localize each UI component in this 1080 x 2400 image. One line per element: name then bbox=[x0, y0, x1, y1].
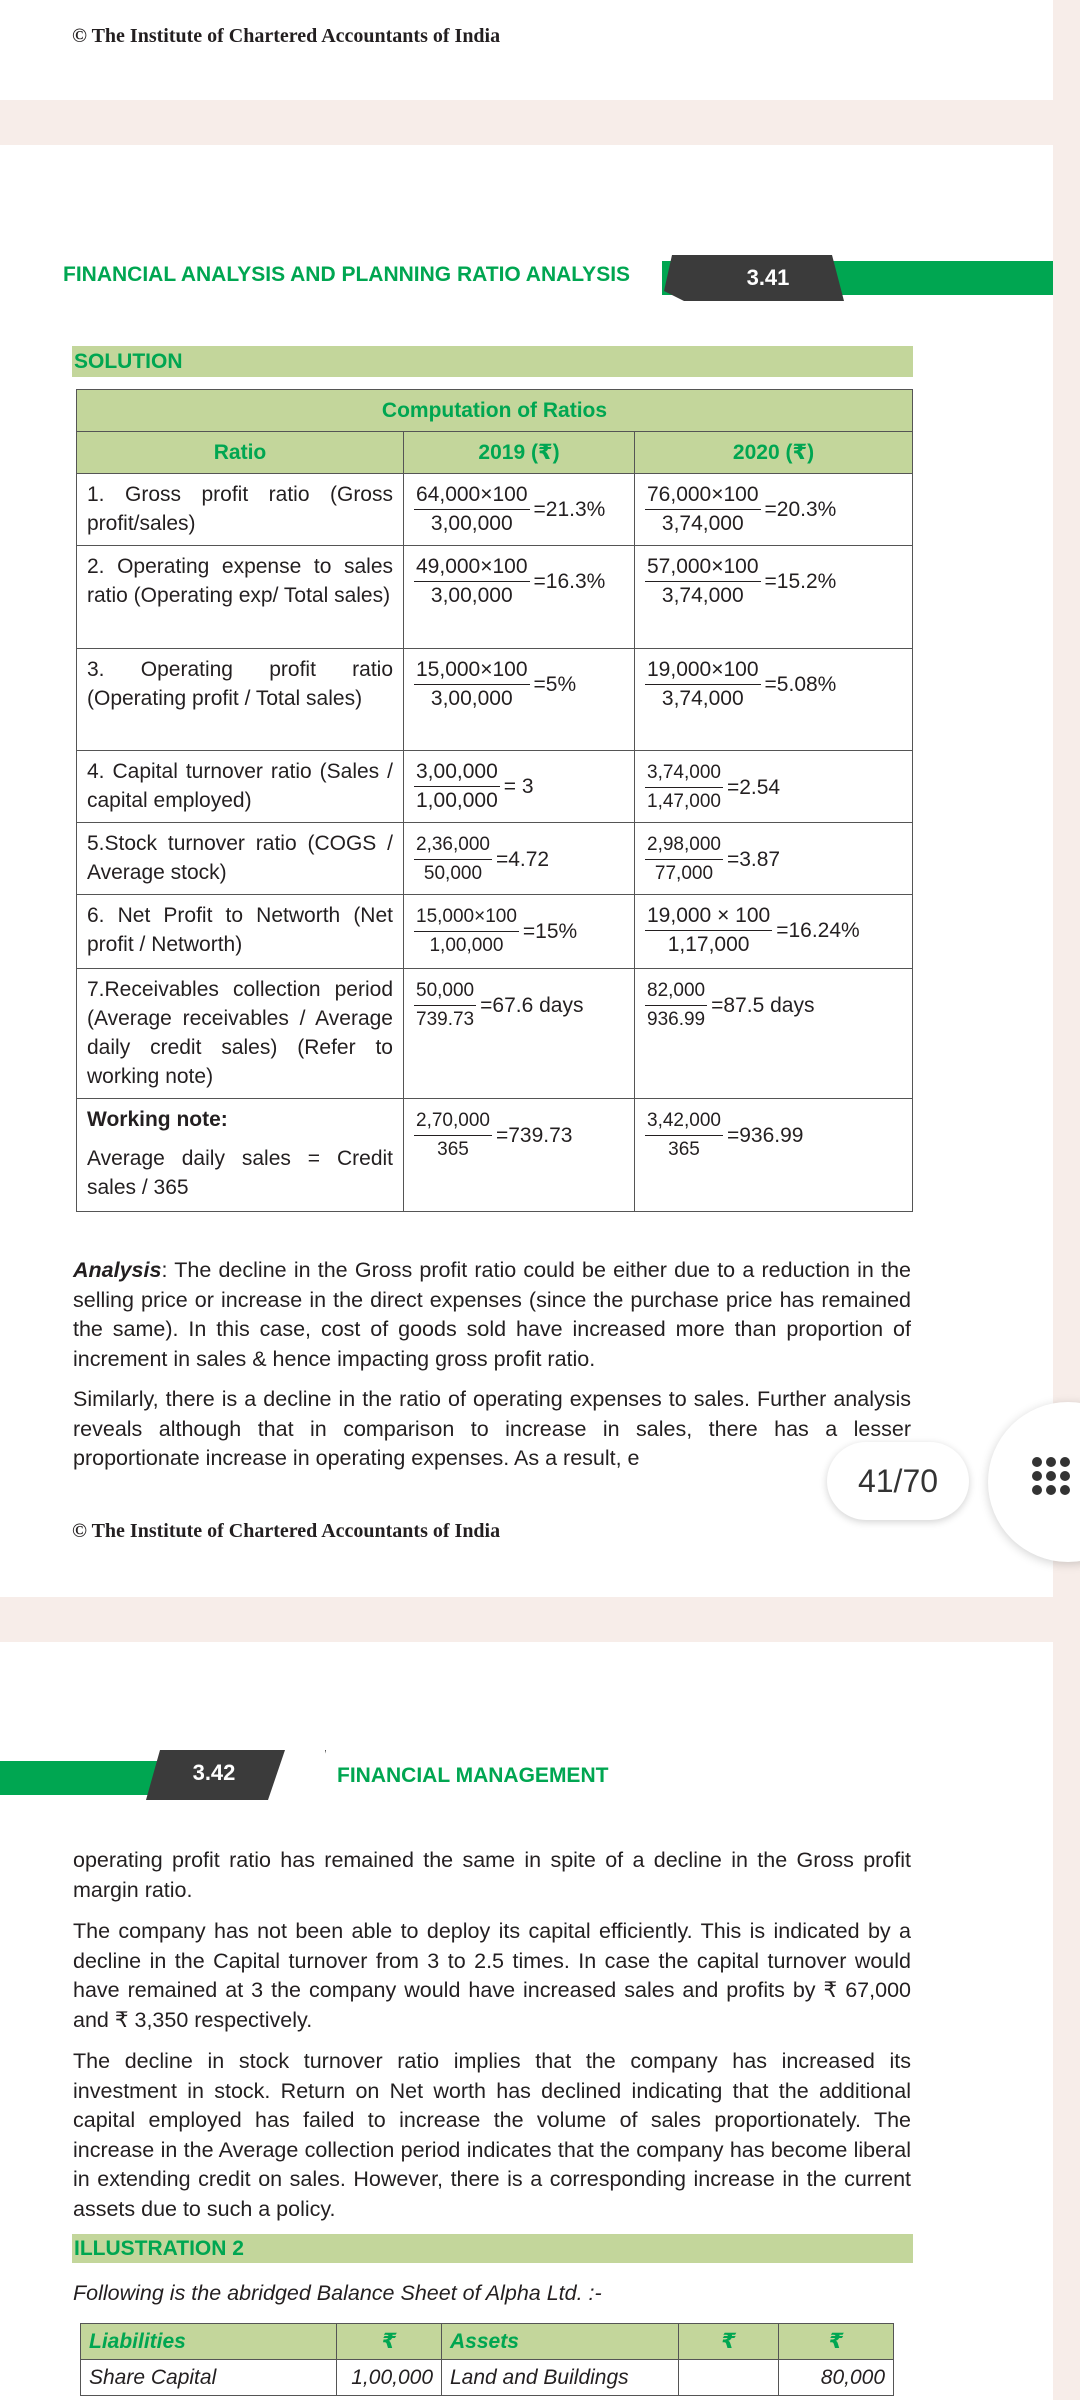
numerator: 3,00,000 bbox=[414, 758, 500, 787]
result: =3.87 bbox=[726, 848, 781, 871]
numerator: 2,70,000 bbox=[414, 1107, 492, 1136]
result: =87.5 days bbox=[711, 994, 815, 1017]
paragraph: The decline in stock turnover ratio implies that the company has increased its investment in stock. Return on Net worth has declined indicating that the additional capital employed has failed to increase the volume of sales proportionately. The increase in the Average collection period indicates that the company has become liberal in extending credit on sales. However, there is a corresponding increase in the current assets due to such a policy. bbox=[73, 2049, 911, 2221]
value-2019 bbox=[404, 1099, 635, 1212]
denominator: 1,17,000 bbox=[667, 933, 750, 956]
column-header: ₹ bbox=[679, 2324, 779, 2360]
paragraph: The company has not been able to deploy its capital efficiently. This is indicated by a decline in the Capital turnover from 3 to 2.5 times. In case the capital turnover would have remained at 3 the company would have increased sales and profits by ₹ 67,000 and ₹ 3,350 respectively. bbox=[73, 1919, 911, 2032]
result: =20.3% bbox=[764, 498, 837, 521]
denominator: 365 bbox=[668, 1139, 700, 1160]
result: =739.73 bbox=[495, 1124, 573, 1147]
working-note-text: Average daily sales = Credit sales / 365 bbox=[87, 1147, 393, 1199]
numerator: 82,000 bbox=[645, 977, 707, 1006]
denominator: 77,000 bbox=[654, 863, 714, 884]
numerator: 15,000×100 bbox=[414, 656, 530, 685]
column-header: Liabilities bbox=[81, 2324, 337, 2360]
result: =936.99 bbox=[726, 1124, 804, 1147]
numerator: 64,000×100 bbox=[414, 481, 530, 510]
numerator: 57,000×100 bbox=[645, 553, 761, 582]
ratio-label: 6. Net Profit to Networth (Net profit / Networth) bbox=[77, 895, 404, 969]
page-number-tab: 3.41 bbox=[746, 265, 790, 290]
result: =4.72 bbox=[495, 848, 550, 871]
page-41 bbox=[0, 145, 1053, 1597]
table-row bbox=[77, 649, 913, 751]
denominator: 3,74,000 bbox=[661, 687, 744, 710]
page-number-tab: 3.42 bbox=[192, 1760, 236, 1785]
table-row bbox=[77, 1099, 913, 1212]
value-2019 bbox=[404, 823, 635, 895]
paragraph: operating profit ratio has remained the same in spite of a decline in the Gross profit margin ratio. bbox=[73, 1848, 911, 1902]
numerator: 2,98,000 bbox=[645, 831, 723, 860]
result: =2.54 bbox=[726, 776, 781, 799]
numerator: 15,000×100 bbox=[414, 903, 519, 932]
numerator: 3,42,000 bbox=[645, 1107, 723, 1136]
value-2020 bbox=[635, 546, 913, 649]
result: =5% bbox=[533, 673, 577, 696]
table-caption: Computation of Ratios bbox=[77, 390, 913, 432]
column-header-2020: 2020 (₹) bbox=[635, 432, 913, 474]
column-header: ₹ bbox=[337, 2324, 442, 2360]
denominator: 1,00,000 bbox=[429, 935, 504, 956]
table-row bbox=[77, 969, 913, 1099]
table-row bbox=[77, 751, 913, 823]
analysis-label: Analysis bbox=[73, 1258, 162, 1282]
result: =16.24% bbox=[776, 919, 860, 942]
result: =5.08% bbox=[764, 673, 837, 696]
numerator: 19,000 × 100 bbox=[645, 902, 772, 931]
ratio-label: 5.Stock turnover ratio (COGS / Average stock) bbox=[77, 823, 404, 895]
ratio-table bbox=[76, 389, 913, 1212]
page-header-title: FINANCIAL MANAGEMENT bbox=[337, 1764, 609, 1787]
result: = 3 bbox=[503, 775, 534, 798]
denominator: 739.73 bbox=[416, 1009, 475, 1030]
column-header: Assets bbox=[442, 2324, 679, 2360]
illustration-text: Following is the abridged Balance Sheet of Alpha Ltd. :- bbox=[73, 2281, 602, 2305]
value-2020 bbox=[635, 649, 913, 751]
scrollbar-track[interactable] bbox=[1053, 0, 1080, 2400]
table-row bbox=[81, 2360, 894, 2396]
analysis-text: : The decline in the Gross profit ratio could be either due to a reduction in the selling price or increase in the direct expenses (since the purchase price has remained the same). In this case, cost of goods sold have increased more than proportion of increment in sales & hence impacting gross profit ratio. bbox=[73, 1258, 911, 1371]
grid-dots-icon bbox=[1032, 1457, 1070, 1495]
numerator: 50,000 bbox=[414, 977, 476, 1006]
page-41-bottom bbox=[0, 0, 1053, 100]
ratio-label: 3. Operating profit ratio (Operating profit / Total sales) bbox=[77, 649, 404, 751]
denominator: 936.99 bbox=[647, 1009, 706, 1030]
numerator: 2,36,000 bbox=[414, 831, 492, 860]
denominator: 50,000 bbox=[423, 863, 483, 884]
table-row bbox=[77, 895, 913, 969]
value-2020 bbox=[635, 474, 913, 546]
table-row bbox=[77, 546, 913, 649]
result: =16.3% bbox=[533, 570, 606, 593]
page-header-title: FINANCIAL ANALYSIS AND PLANNING RATIO ANALYSIS bbox=[63, 263, 631, 286]
value-2019 bbox=[404, 895, 635, 969]
value-2019 bbox=[404, 546, 635, 649]
result: =15.2% bbox=[764, 570, 837, 593]
denominator: 3,74,000 bbox=[661, 512, 744, 535]
value-2020 bbox=[635, 969, 913, 1099]
column-header-ratio: Ratio bbox=[77, 432, 404, 474]
table-row bbox=[77, 823, 913, 895]
table-header-row bbox=[81, 2324, 894, 2360]
value-2020 bbox=[635, 751, 913, 823]
denominator: 3,00,000 bbox=[430, 512, 513, 535]
denominator: 3,00,000 bbox=[430, 584, 513, 607]
ratio-label: 7.Receivables collection period (Average receivables / Average daily credit sales) (Refer to working note) bbox=[77, 969, 404, 1099]
value-2019 bbox=[404, 649, 635, 751]
denominator: 1,47,000 bbox=[647, 791, 721, 812]
value-2019 bbox=[404, 474, 635, 546]
page-counter-badge: 41/70 bbox=[827, 1442, 969, 1520]
page-42 bbox=[0, 1642, 1053, 2400]
value-2020 bbox=[635, 823, 913, 895]
ratio-label: 1. Gross profit ratio (Gross profit/sales) bbox=[77, 474, 404, 546]
table-cell: Land and Buildings bbox=[442, 2360, 679, 2396]
table-row bbox=[77, 474, 913, 546]
value-2019 bbox=[404, 969, 635, 1099]
denominator: 1,00,000 bbox=[416, 789, 498, 812]
result: =15% bbox=[522, 920, 578, 943]
ratio-label bbox=[77, 1099, 404, 1212]
analysis-paragraph-2: Similarly, there is a decline in the ratio of operating expenses to sales. Further analysis reveals although that in comparison to increase in sales, there has a lesser proportionate increase in operating expenses. As a result, e bbox=[73, 1387, 911, 1470]
result: =21.3% bbox=[533, 498, 606, 521]
denominator: 3,00,000 bbox=[430, 687, 513, 710]
denominator: 3,74,000 bbox=[661, 584, 744, 607]
table-cell: 80,000 bbox=[779, 2360, 894, 2396]
value-2019 bbox=[404, 751, 635, 823]
working-note-label: Working note: bbox=[87, 1108, 228, 1131]
numerator: 49,000×100 bbox=[414, 553, 530, 582]
table-cell bbox=[679, 2360, 779, 2396]
result: =67.6 days bbox=[480, 994, 584, 1017]
illustration-label: ILLUSTRATION 2 bbox=[72, 2234, 913, 2263]
numerator: 3,74,000 bbox=[645, 759, 723, 788]
copyright-footer: © The Institute of Chartered Accountants of India bbox=[72, 25, 501, 47]
balance-sheet-table bbox=[80, 2323, 894, 2396]
denominator: 365 bbox=[437, 1139, 469, 1160]
column-header: ₹ bbox=[779, 2324, 894, 2360]
value-2020 bbox=[635, 1099, 913, 1212]
value-2020 bbox=[635, 895, 913, 969]
ratio-label: 2. Operating expense to sales ratio (Operating exp/ Total sales) bbox=[77, 546, 404, 649]
analysis-paragraph bbox=[73, 1256, 911, 1374]
solution-label: SOLUTION bbox=[72, 346, 913, 377]
numerator: 76,000×100 bbox=[645, 481, 761, 510]
ratio-label: 4. Capital turnover ratio (Sales / capital employed) bbox=[77, 751, 404, 823]
numerator: 19,000×100 bbox=[645, 656, 761, 685]
copyright-footer: © The Institute of Chartered Accountants of India bbox=[72, 1520, 501, 1542]
table-cell: Share Capital bbox=[81, 2360, 337, 2396]
table-cell: 1,00,000 bbox=[337, 2360, 442, 2396]
column-header-2019: 2019 (₹) bbox=[404, 432, 635, 474]
